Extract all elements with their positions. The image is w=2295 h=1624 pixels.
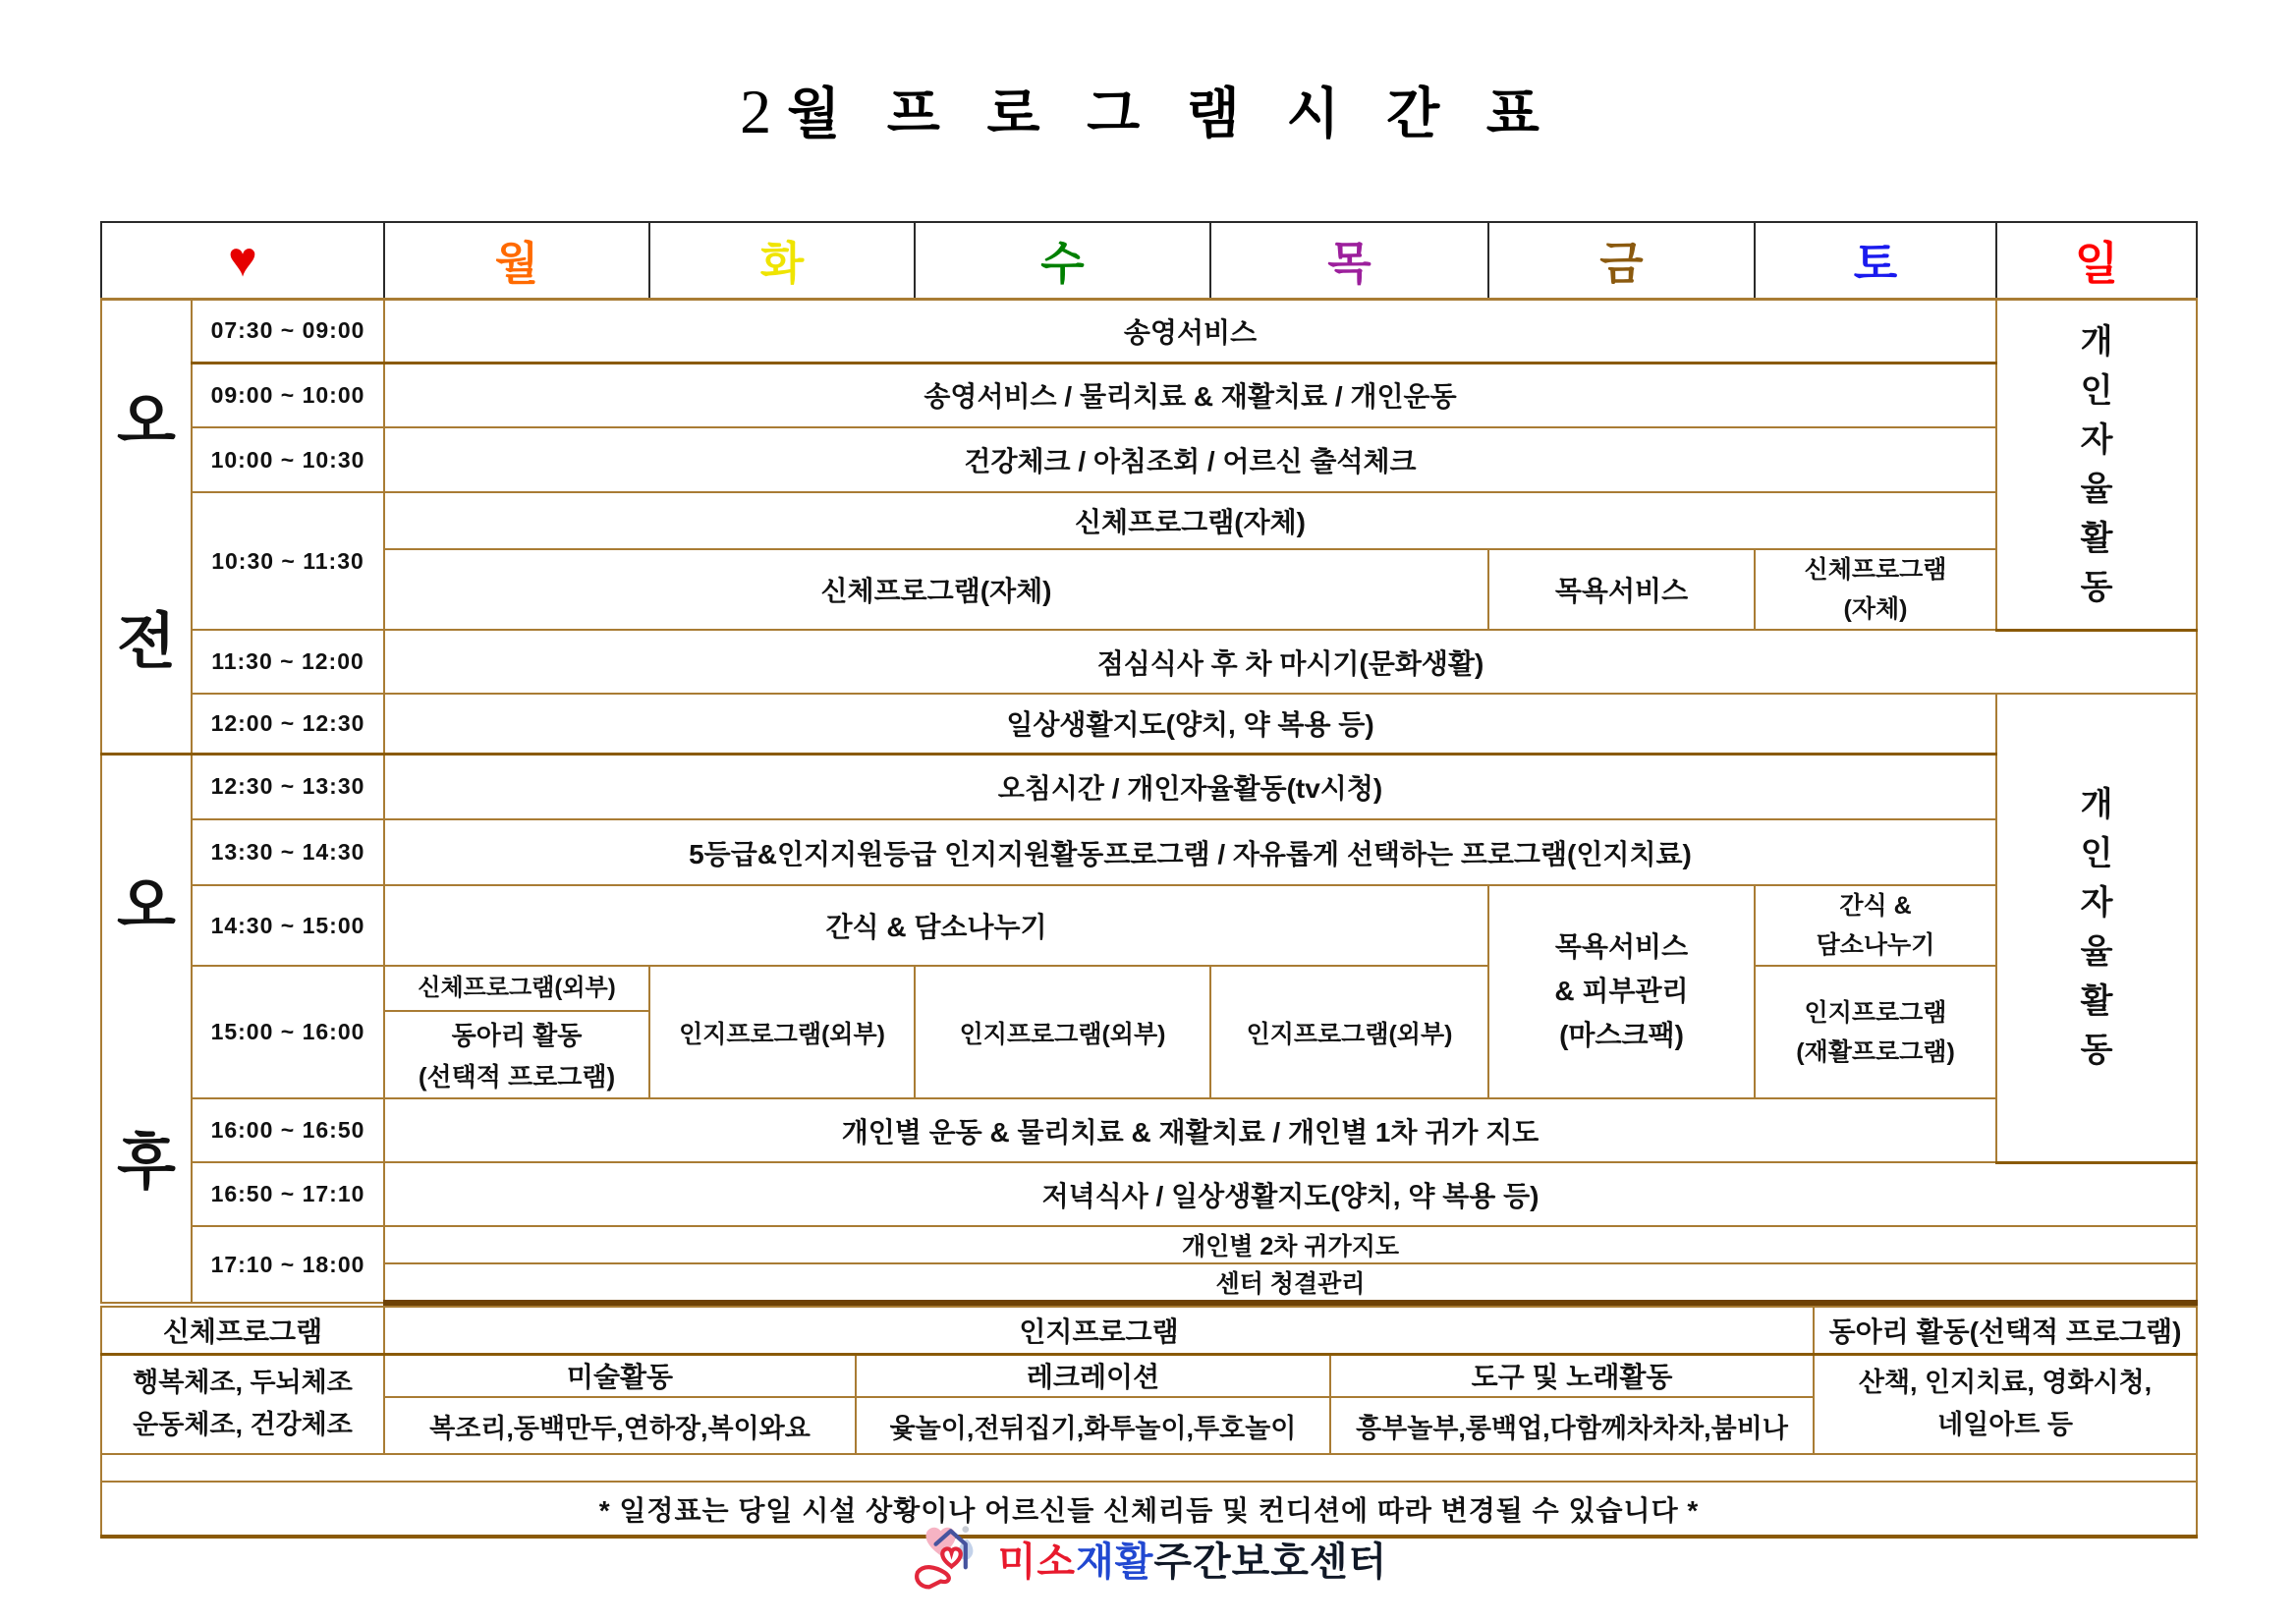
cell-am-shuttle: 송영서비스 [384, 299, 1996, 363]
cell-am-therapy: 송영서비스 / 물리치료 & 재활치료 / 개인운동 [384, 363, 1996, 427]
time-cell-1030: 10:30 ~ 11:30 [192, 492, 384, 630]
cell-cognitive-sat [1755, 966, 1996, 1098]
heart-header-cell [101, 222, 384, 299]
line: (자체) [1843, 595, 1908, 623]
sun-char: 동 [2080, 1032, 2113, 1070]
cell-nap: 오침시간 / 개인자율활동(tv시청) [384, 754, 1996, 819]
line: (선택적 프로그램) [418, 1061, 616, 1092]
time-cell-1130: 11:30 ~ 12:00 [192, 630, 384, 694]
pm-period-label [101, 754, 192, 1303]
logo-text-jaehwal: 재활 [1076, 1540, 1154, 1584]
sun-char: 인 [2080, 371, 2113, 410]
time-cell-1600: 16:00 ~ 16:50 [192, 1098, 384, 1162]
cell-individual-exercise: 개인별 운동 & 물리치료 & 재활치료 / 개인별 1차 귀가 지도 [384, 1098, 1996, 1162]
time-cell-1650: 16:50 ~ 17:10 [192, 1162, 384, 1226]
cell-daily-guidance: 일상생활지도(양치, 약 복용 등) [384, 694, 1996, 754]
cell-cognitive-wed: 인지프로그램(외부) [915, 966, 1210, 1098]
cell-lunch: 점심식사 후 차 마시기(문화생활) [384, 630, 2197, 694]
time-cell-0900: 09:00 ~ 10:00 [192, 363, 384, 427]
spacer-row [101, 1454, 2197, 1482]
am-label-top: 오 [117, 388, 176, 456]
sun-char: 자 [2080, 420, 2113, 459]
title-text: 월 프 로 그 램 시 간 표 [787, 83, 1555, 144]
cell-club-mon [384, 966, 649, 1098]
day-header-thu: 목 [1210, 222, 1488, 299]
time-cell-0730: 07:30 ~ 09:00 [192, 299, 384, 363]
cell-am-physical-top: 신체프로그램(자체) [384, 492, 1996, 549]
recreation-items: 윷놀이,전뒤집기,화투놀이,투호놀이 [856, 1397, 1330, 1454]
am-label-bottom: 전 [117, 608, 176, 676]
sun-char: 활 [2080, 519, 2113, 557]
physical-program-header: 신체프로그램 [101, 1307, 384, 1354]
time-cell-1200: 12:00 ~ 12:30 [192, 694, 384, 754]
line: 목욕서비스 [1554, 931, 1689, 963]
timetable-area [100, 221, 2196, 1539]
line: 네일아트 등 [1937, 1410, 2073, 1440]
cell-am-bath-fri: 목욕서비스 [1488, 549, 1755, 630]
line: 인지프로그램 [1804, 998, 1947, 1027]
day-header-fri: 금 [1488, 222, 1755, 299]
art-activity-items: 복조리,동백만두,연하장,복이와요 [384, 1397, 856, 1454]
line: 담소나누기 [1816, 931, 1935, 959]
sun-char: 활 [2080, 982, 2113, 1021]
time-cell-1000: 10:00 ~ 10:30 [192, 427, 384, 492]
time-cell-1230: 12:30 ~ 13:30 [192, 754, 384, 819]
cell-club-activity-mon [385, 1012, 648, 1097]
sun-char: 율 [2080, 470, 2113, 508]
line: 동아리 활동 [451, 1021, 583, 1051]
month-number: 2 [740, 77, 788, 146]
heart-icon: ♥ [228, 231, 257, 287]
cell-am-physical-sat [1755, 549, 1996, 630]
line: 간식 & [1839, 892, 1912, 920]
cell-center-cleaning: 센터 청결관리 [384, 1263, 2197, 1303]
art-activity-header: 미술활동 [384, 1354, 856, 1397]
logo-heart-hand-icon [908, 1521, 990, 1596]
cell-cognitive-tue: 인지프로그램(외부) [649, 966, 915, 1098]
sun-char: 동 [2080, 568, 2113, 606]
pm-label-top: 오 [117, 871, 176, 940]
sun-char: 개 [2080, 322, 2113, 361]
day-header-sun: 일 [1996, 222, 2197, 299]
line: 행복체조, 두뇌체조 [133, 1368, 353, 1398]
cell-snack-sat [1755, 885, 1996, 966]
cell-cognitive-support: 5등급&인지지원등급 인지지원활동프로그램 / 자유롭게 선택하는 프로그램(인지치료) [384, 819, 1996, 885]
logo-text-miso: 미소 [997, 1540, 1077, 1584]
time-cell-1710: 17:10 ~ 18:00 [192, 1226, 384, 1303]
cognitive-program-header: 인지프로그램 [384, 1307, 1814, 1354]
club-program-items [1814, 1354, 2197, 1454]
line: 신체프로그램 [1804, 556, 1947, 584]
cell-am-healthcheck: 건강체크 / 아침조회 / 어르신 출석체크 [384, 427, 1996, 492]
tools-singing-items: 흥부놀부,롱백업,다함께차차차,붐비나 [1330, 1397, 1814, 1454]
line: 운동체조, 건강체조 [133, 1410, 353, 1440]
recreation-header: 레크레이션 [856, 1354, 1330, 1397]
cell-snack-monthu: 간식 & 담소나누기 [384, 885, 1488, 966]
am-period-label [101, 299, 192, 754]
cell-am-physical-monthu: 신체프로그램(자체) [384, 549, 1488, 630]
day-header-sat: 토 [1755, 222, 1996, 299]
logo-text-center: 주간보호센터 [1153, 1540, 1388, 1584]
cell-bath-skincare-fri [1488, 885, 1755, 1098]
line: 산책, 인지치료, 영화시청, [1858, 1368, 2153, 1398]
line: & 피부관리 [1554, 976, 1689, 1007]
sunday-self-activity-pm [1996, 694, 2197, 1162]
sun-char: 개 [2080, 786, 2113, 824]
schedule-change-note: * 일정표는 당일 시설 상황이나 어르신들 신체리듬 및 컨디션에 따라 변경될 수 있습니다 * [101, 1482, 2197, 1537]
line: (마스크팩) [1559, 1019, 1684, 1050]
center-logo [0, 1521, 2295, 1596]
sunday-self-activity-am [1996, 299, 2197, 630]
sun-char: 자 [2080, 884, 2113, 923]
day-header-mon: 월 [384, 222, 649, 299]
line: (재활프로그램) [1796, 1037, 1955, 1066]
cell-physical-external-mon: 신체프로그램(외부) [385, 967, 648, 1012]
sun-char: 인 [2080, 835, 2113, 873]
day-header-tue: 화 [649, 222, 915, 299]
page-title [0, 71, 2295, 149]
pm-label-bottom: 후 [117, 1128, 176, 1197]
sun-char: 율 [2080, 933, 2113, 972]
cell-cognitive-thu: 인지프로그램(외부) [1210, 966, 1488, 1098]
schedule-table [100, 221, 2198, 1306]
tools-singing-header: 도구 및 노래활동 [1330, 1354, 1814, 1397]
cell-second-return: 개인별 2차 귀가지도 [384, 1226, 2197, 1263]
physical-program-items [101, 1354, 384, 1454]
club-program-header: 동아리 활동(선택적 프로그램) [1814, 1307, 2197, 1354]
time-cell-1430: 14:30 ~ 15:00 [192, 885, 384, 966]
time-cell-1500: 15:00 ~ 16:00 [192, 966, 384, 1098]
cell-dinner: 저녁식사 / 일상생활지도(양치, 약 복용 등) [384, 1162, 2197, 1226]
time-cell-1330: 13:30 ~ 14:30 [192, 819, 384, 885]
day-header-wed: 수 [915, 222, 1210, 299]
program-detail-table [100, 1306, 2198, 1539]
